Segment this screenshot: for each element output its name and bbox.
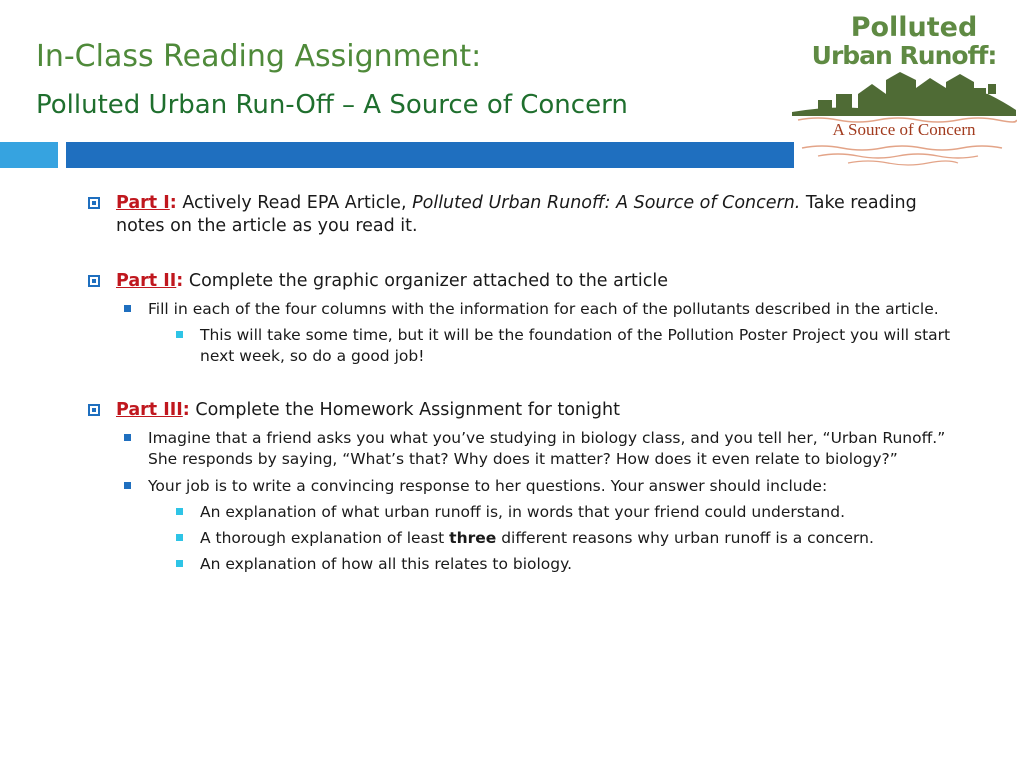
square-bullet-icon [88,404,100,416]
part-1-colon: : [169,193,177,213]
slide-title [36,40,796,122]
part-3-item [88,399,968,422]
square-bullet-icon [176,508,183,515]
part-3-subitem-2 [118,476,968,497]
part-3-subsubitem-b-text: A thorough explanation of least [200,529,450,547]
part-3-subsubitem-a [170,502,968,523]
part-2-subitem [118,299,968,320]
part-3-subsubitem-c-text: An explanation of how all this relates to biology. [200,555,573,573]
article-title: Polluted Urban Runoff: A Source of Concern. [412,193,801,213]
part-3-colon: : [182,400,190,420]
slide-content [88,192,968,575]
part-3-subitem-1 [118,428,968,470]
square-bullet-icon [124,305,131,312]
part-3-subsubitem-c [170,554,968,575]
part-2-subsubitem-text: This will take some time, but it will be the foundation of the Pollution Poster Project you will start next week, so do a good job! [200,326,951,365]
accent-bar-square [0,142,58,168]
logo-title-line-1: Polluted [850,12,978,43]
title-line-2: Polluted Urban Run-Off – A Source of Concern [36,90,628,120]
square-bullet-icon [88,275,100,287]
part-2-subitem-text: Fill in each of the four columns with the information for each of the pollutants described in the article. [148,300,939,318]
title-line-1: In-Class Reading Assignment: [36,39,482,74]
part-3-subsubitem-b [170,528,968,549]
part-3-subitem-1-text: Imagine that a friend asks you what you’ve studying in biology class, and you tell her, “Urban Runoff.” She responds by saying, “What’s that? Why does it matter? How does it even relate to biology?” [148,429,946,468]
part-2-text: Complete the graphic organizer attached to the article [183,271,669,291]
part-1-text: Actively Read EPA Article, [176,193,413,213]
accent-bar [66,142,794,168]
emphasis-three: three [449,529,497,547]
square-bullet-icon [176,534,183,541]
part-3-subitem-2-text: Your job is to write a convincing response to her questions. Your answer should include: [148,477,828,495]
part-1-label: Part I [116,193,170,213]
part-3-subsubitem-b-text-after: different reasons why urban runoff is a concern. [496,529,874,547]
square-bullet-icon [124,434,131,441]
part-2-item [88,270,968,293]
part-2-label: Part II [116,271,177,291]
square-bullet-icon [124,482,131,489]
part-3-label: Part III [116,400,183,420]
square-bullet-icon [88,197,100,209]
part-2-subsubitem [170,325,968,367]
logo-title [788,14,1020,70]
logo-subtitle: A Source of Concern [832,120,976,139]
part-3-text: Complete the Homework Assignment for tonight [189,400,620,420]
part-1-text-after: Take reading notes on the article as you read it. [116,193,917,236]
logo [788,8,1020,168]
logo-title-line-2: Urban Runoff: [811,41,997,70]
square-bullet-icon [176,560,183,567]
part-1-item [88,192,968,238]
square-bullet-icon [176,331,183,338]
part-3-subsubitem-a-text: An explanation of what urban runoff is, in words that your friend could understand. [200,503,846,521]
part-2-colon: : [176,271,184,291]
